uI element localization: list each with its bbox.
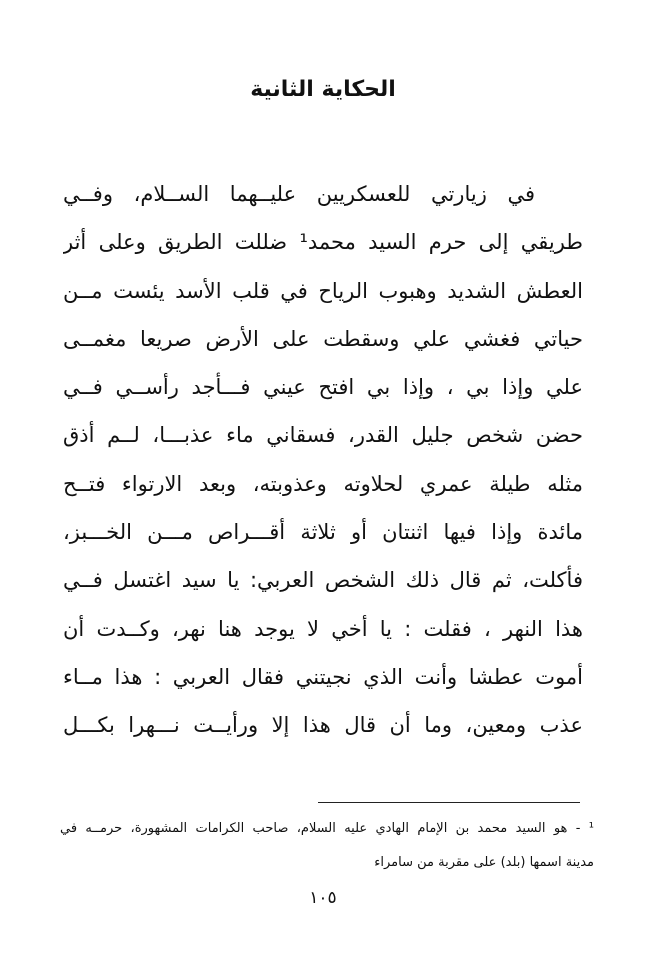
text-line: عذب ومعين، وما أن قال هذا إلا ورأيــت نـــهرا بكـــل: [63, 713, 583, 738]
footnote-line: مدينة اسمها (بلد) على مقربة من سامراء: [374, 855, 594, 870]
page-number: ١٠٥: [309, 888, 337, 908]
text-line: طريقي إلى حرم السيد محمد¹ ضللت الطريق وعلى أثر: [63, 230, 583, 255]
text-line: العطش الشديد وهبوب الرياح في قلب الأسد يئست مــن: [63, 278, 583, 303]
chapter-title: الحكاية الثانية: [250, 77, 396, 102]
text-line: في زيارتي للعسكريين عليــهما الســلام، وفــي: [63, 182, 535, 206]
text-line: حياتي فغشي علي وسقطت على الأرض صريعا مغمــى: [63, 326, 583, 351]
text-line: حضن شخص جليل القدر، فسقاني ماء عذبـــا، لــم أذق: [63, 423, 583, 448]
text-line: هذا النهر ، فقلت : يا أخي لا يوجد هنا نهر، وكــدت أن: [63, 616, 583, 641]
footnotes: [60, 812, 594, 880]
text-line: أموت عطشا وأنت الذي نجيتني فقال العربي : هذا مــاء: [63, 664, 583, 689]
footnote-divider: [318, 802, 580, 803]
text-line: علي وإذا بي ، وإذا بي افتح عيني فـــأجد رأســي فــي: [63, 375, 583, 400]
text-line: مائدة وإذا فيها اثنتان أو ثلاثة أقـــراص مـــن الخـــبز،: [63, 520, 583, 545]
text-line: فأكلت، ثم قال ذلك الشخص العربي: يا سيد اغتسل فــي: [63, 568, 583, 593]
body-text: [63, 170, 583, 750]
text-line: مثله طيلة عمري لحلاوته وعذوبته، وبعد الارتواء فتــح: [63, 471, 583, 496]
footnote-line: ¹ - هو السيد محمد بن الإمام الهادي عليه السلام، صاحب الكرامات المشهورة، حرمــه في: [60, 821, 594, 836]
